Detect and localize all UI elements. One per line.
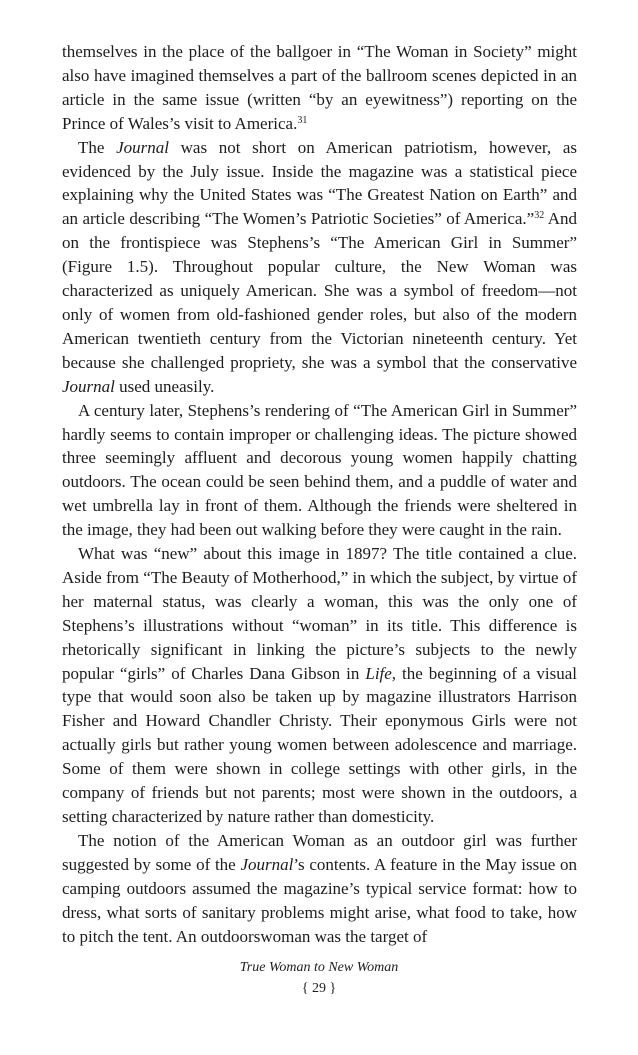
paragraph-2 (62, 136, 577, 399)
page-footer (0, 958, 638, 1000)
text-run: ’s contents. A feature in the May issue on camping outdoors assumed the magazine’s typical service format: how to dress, what sorts of sanitary problems might arise, what food to take, how to pitch the tent. An outdoorswoman was the target of (62, 854, 578, 946)
italic-text: Life, (365, 663, 397, 683)
footnote-marker: 32 (534, 210, 545, 222)
text-run: What was “new” about this image in 1897? The title contained a clue. Aside from “The Beauty of Motherhood,” in which the subject, by virtue of her maternal status, was clearly a woman, this was the only one of Stephens’s illustrations without “woman” in its title. This difference is rhetorically significant in linking the picture’s subjects to the newly popular “girls” of Charles Dana Gibson in (62, 544, 577, 683)
footnote-marker: 31 (297, 114, 308, 126)
text-run: was not short on American patriotism, however, as evidenced by the July issue. Inside the magazine was a statistical piece explaining why the United States was “The Greatest Nation on Earth” and an article describing “The Women’s Patriotic Societies” of America.” (62, 137, 577, 229)
text-run: themselves in the place of the ballgoer in “The Woman in Society” might also have imagined themselves a part of the ballroom scenes depicted in an article in the same issue (written “by an eyewitness”) reporting on the Prince of Wales’s visit to America. (62, 42, 577, 133)
text-run: The notion of the American Woman as an outdoor girl was further suggested by some of the (62, 830, 577, 874)
paragraph-1 (62, 40, 577, 136)
text-run: used uneasily. (114, 376, 215, 396)
italic-text: Journal (116, 137, 169, 157)
text-run: The (78, 137, 117, 157)
page-number: { 29 } (301, 981, 337, 996)
text-run: A century later, Stephens’s rendering of “The American Girl in Summer” hardly seems to contain improper or challenging ideas. The picture showed three seemingly affluent and decorous young women happily chatting outdoors. The ocean could be seen behind them, and a puddle of water and wet umbrella lay in front of them. Although the friends were sheltered in the image, they had been out walking before they were caught in the rain. (62, 400, 577, 540)
running-head: True Woman to New Woman (239, 960, 399, 975)
body-text (62, 40, 577, 948)
text-run: the beginning of a visual type that would soon also be taken up by magazine illustrators Harrison Fisher and Howard Chandler Christy. Their eponymous Girls were not actually girls but rather young women between adolescence and marriage. Some of them were shown in college settings with other girls, in the company of friends but not parents; most were shown in the outdoors, a setting characterized by nature rather than domesticity. (62, 663, 577, 826)
paragraph-5 (62, 829, 577, 949)
paragraph-4 (62, 542, 577, 829)
text-run: And on the frontispiece was Stephens’s “The American Girl in Summer” (Figure 1.5). Throughout popular culture, the New Woman was characterized as uniquely American. She was a symbol of freedom—not only of women from old-fashioned gender roles, but also of the modern American twentieth century from the Victorian nineteenth century. Yet because she challenged propriety, she was a symbol that the conservative (62, 209, 577, 372)
italic-text: Journal (240, 854, 294, 874)
paragraph-3 (62, 399, 577, 542)
italic-text: Journal (62, 376, 115, 396)
